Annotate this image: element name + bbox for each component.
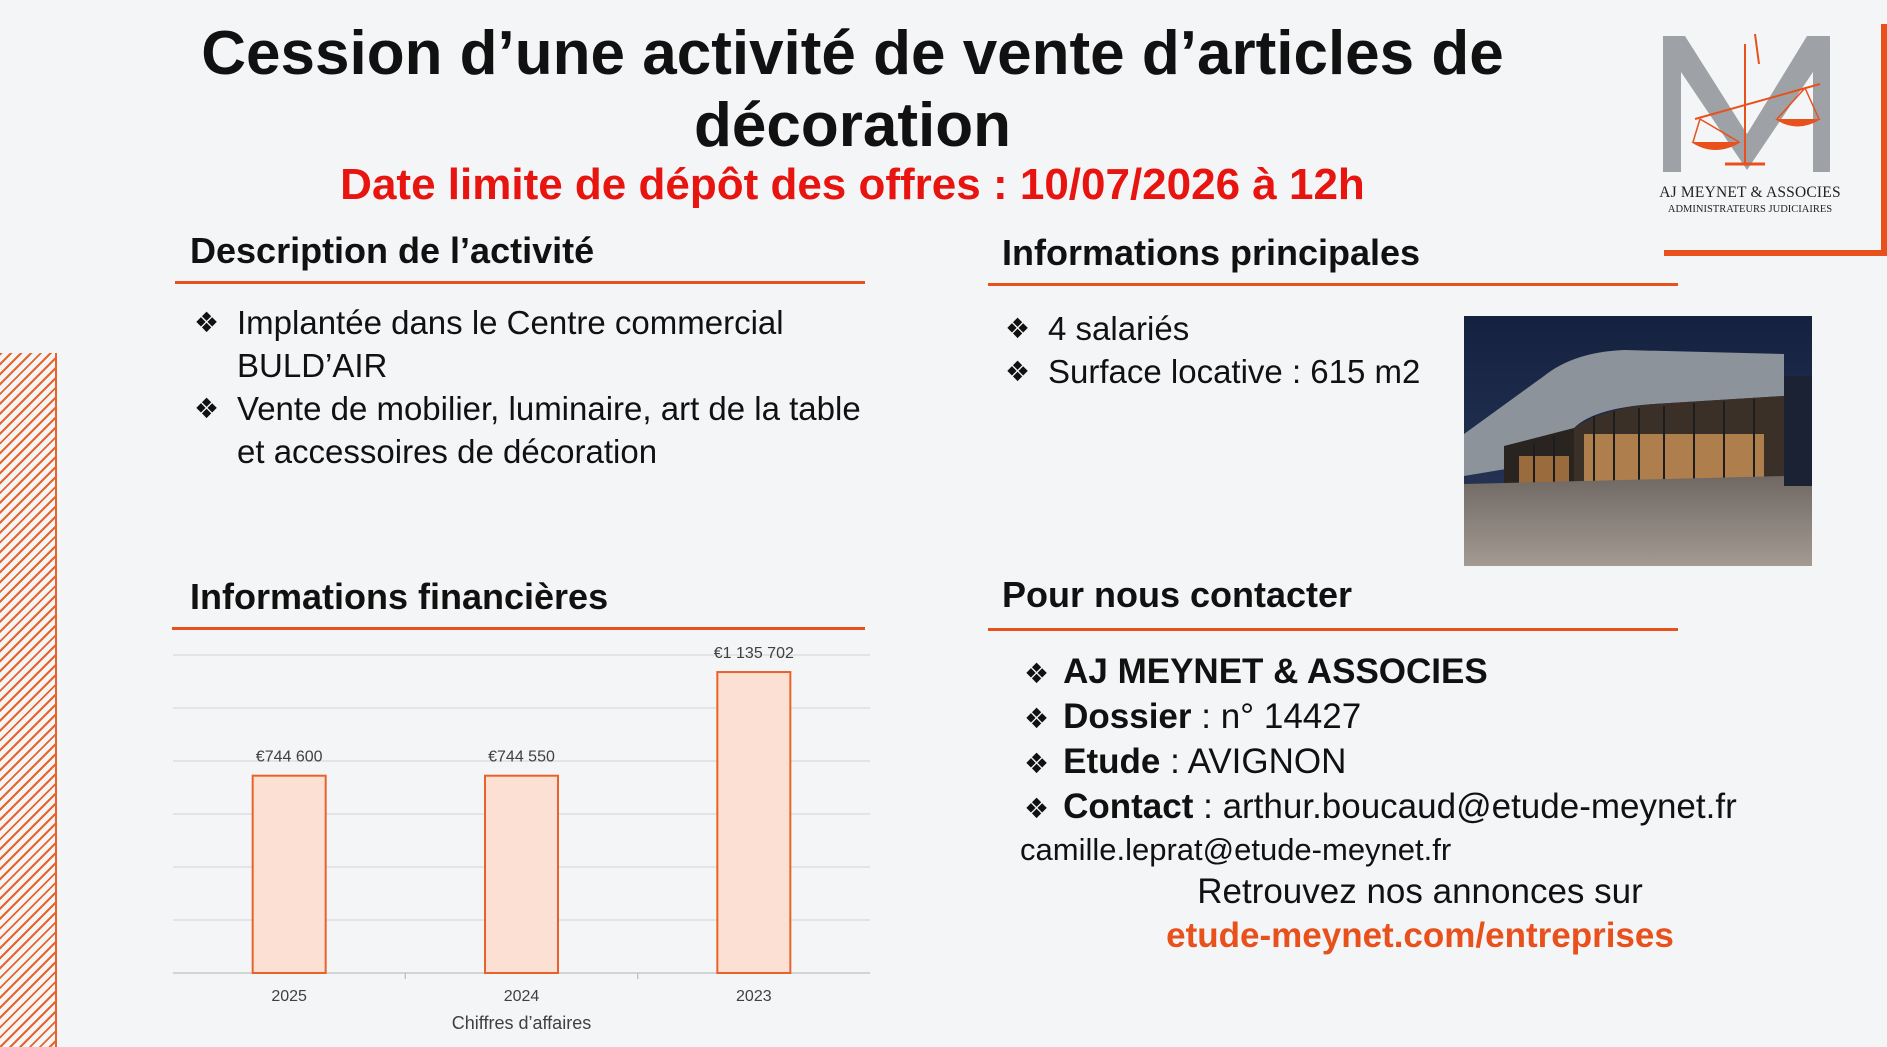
bullet-icon: ❖ — [1024, 703, 1050, 734]
deadline-banner: Date limite de dépôt des offres : 10/07/2026 à 12h — [340, 160, 1365, 209]
list-item: ❖ 4 salariés — [1003, 307, 1473, 350]
contact-email[interactable]: : arthur.boucaud@etude-meynet.fr — [1193, 787, 1737, 826]
description-heading: Description de l’activité — [190, 230, 595, 271]
bullet-icon: ❖ — [1005, 356, 1031, 387]
list-item: ❖ Implantée dans le Centre commercial BULD’AIR — [192, 301, 862, 387]
dossier-label: Dossier — [1063, 697, 1192, 736]
bullet-icon: ❖ — [1024, 658, 1050, 689]
bullet-icon: ❖ — [194, 393, 220, 424]
bar-2025 — [253, 776, 326, 973]
contact-rule — [988, 628, 1678, 631]
contact-email-row — [1020, 785, 1820, 830]
bullet-icon: ❖ — [194, 307, 220, 338]
website-link[interactable]: etude-meynet.com/entreprises — [1166, 916, 1674, 955]
decorative-stripes — [0, 353, 57, 1047]
description-list — [192, 301, 862, 473]
store-photo — [1464, 316, 1812, 566]
page-title: Cession d’une activité de vente d’articles de décoration — [201, 19, 1504, 160]
x-axis-label: Chiffres d’affaires — [451, 1013, 592, 1033]
contact-company-row — [1020, 650, 1820, 695]
company-logo — [1655, 24, 1885, 254]
list-item: ❖ Surface locative : 615 m2 — [1003, 350, 1473, 393]
revenue-chart-svg — [165, 640, 885, 1040]
financial-heading: Informations financières — [190, 576, 609, 617]
etude-label: Etude — [1063, 742, 1161, 781]
list-item: ❖ Vente de mobilier, luminaire, art de la table et accessoires de décoration — [192, 387, 862, 473]
tick-label-2024: 2024 — [503, 988, 540, 1005]
description-rule — [175, 281, 865, 284]
tick-label-2023: 2023 — [736, 988, 772, 1005]
dossier-value: : n° 14427 — [1191, 697, 1362, 736]
find-ads-text: Retrouvez nos annonces sur — [1197, 872, 1643, 911]
revenue-chart — [165, 640, 885, 1040]
main-info-list — [1003, 307, 1473, 393]
bullet-icon: ❖ — [1005, 313, 1031, 344]
contact-heading: Pour nous contacter — [1002, 574, 1353, 615]
company-name: AJ MEYNET & ASSOCIES — [1063, 652, 1488, 691]
main-info-heading: Informations principales — [1002, 232, 1421, 273]
contact-label: Contact — [1063, 787, 1194, 826]
bar-2024 — [485, 776, 558, 973]
contact-dossier-row — [1020, 695, 1820, 740]
logo-subtitle: ADMINISTRATEURS JUDICIAIRES — [1667, 204, 1833, 215]
contact-etude-row — [1020, 740, 1820, 785]
data-label-2024: €744 550 — [488, 748, 555, 766]
bullet-icon: ❖ — [1024, 793, 1050, 824]
data-label-2025: €744 600 — [255, 748, 323, 766]
logo-name: AJ MEYNET & ASSOCIES — [1659, 184, 1841, 201]
contact-block — [1020, 650, 1820, 958]
tick-label-2025: 2025 — [271, 988, 307, 1005]
main-info-rule — [988, 283, 1678, 286]
contact-email-2[interactable]: camille.leprat@etude-meynet.fr — [1020, 832, 1452, 867]
bullet-icon: ❖ — [1024, 748, 1050, 779]
data-label-2023: €1 135 702 — [713, 645, 794, 663]
etude-value: : AVIGNON — [1160, 742, 1347, 781]
bar-2023 — [717, 672, 790, 973]
scales-of-justice-icon — [1655, 24, 1885, 184]
financial-rule — [172, 627, 865, 630]
